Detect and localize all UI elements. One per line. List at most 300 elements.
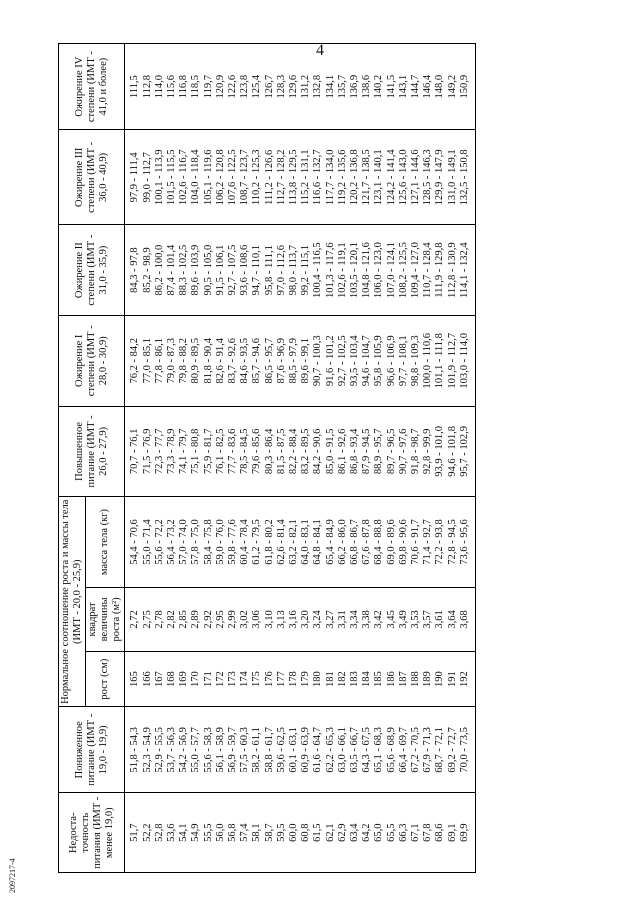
table-cell: 59,6 - 62,5 <box>276 707 288 793</box>
table-cell: 100,4 - 116,5 <box>312 225 324 316</box>
table-cell: 54,4 - 70,6 <box>125 497 142 588</box>
table-cell: 79,8 - 88,2 <box>178 315 190 406</box>
table-cell: 148,0 <box>434 44 446 130</box>
table-cell: 92,7 - 102,5 <box>337 315 349 406</box>
table-cell: 2,89 <box>190 587 202 651</box>
table-row <box>398 44 410 873</box>
table-cell: 74,1 - 79,7 <box>178 406 190 497</box>
table-cell: 98,0 - 113,7 <box>288 225 300 316</box>
table-cell: 112,8 <box>142 44 154 130</box>
table-cell: 85,2 - 98,9 <box>142 225 154 316</box>
table-cell: 167 <box>154 651 166 706</box>
table-cell: 52,9 - 55,5 <box>154 707 166 793</box>
table-cell: 60,8 <box>300 793 312 873</box>
table-body <box>125 44 476 873</box>
table-cell: 65,5 <box>386 793 398 873</box>
header-obesity-1: Ожирение I степени (ИМТ - 28,0 - 30,9) <box>59 315 125 406</box>
table-cell: 143,1 <box>398 44 410 130</box>
table-cell: 57,5 - 60,3 <box>239 707 251 793</box>
table-cell: 58,1 <box>251 793 263 873</box>
table-cell: 106,2 - 120,8 <box>215 130 227 225</box>
table-cell: 103,0 - 114,0 <box>459 315 476 406</box>
table-cell: 52,2 <box>142 793 154 873</box>
table-cell: 136,9 <box>349 44 361 130</box>
table-cell: 70,0 - 73,5 <box>459 707 476 793</box>
table-row <box>166 44 178 873</box>
table-cell: 125,4 <box>251 44 263 130</box>
table-cell: 170 <box>190 651 202 706</box>
table-row <box>434 44 446 873</box>
table-cell: 59,5 <box>276 793 288 873</box>
bmi-table <box>58 43 476 873</box>
table-cell: 3,02 <box>239 587 251 651</box>
table-cell: 102,6 - 119,1 <box>337 225 349 316</box>
table-cell: 172 <box>215 651 227 706</box>
table-cell: 185 <box>373 651 385 706</box>
table-cell: 68,7 - 72,1 <box>434 707 446 793</box>
table-cell: 3,38 <box>361 587 373 651</box>
table-cell: 178 <box>288 651 300 706</box>
header-height: рост (см) <box>86 651 125 706</box>
table-cell: 92,8 - 99,9 <box>422 406 434 497</box>
table-cell: 63,5 - 66,7 <box>349 707 361 793</box>
table-cell: 79,0 - 87,3 <box>166 315 178 406</box>
table-cell: 129,9 - 147,9 <box>434 130 446 225</box>
table-cell: 2,72 <box>125 587 142 651</box>
table-cell: 3,53 <box>410 587 422 651</box>
table-cell: 95,8 - 105,9 <box>373 315 385 406</box>
table-cell: 2,92 <box>203 587 215 651</box>
table-cell: 75,9 - 81,7 <box>203 406 215 497</box>
table-cell: 58,8 - 61,7 <box>264 707 276 793</box>
table-cell: 124,2 - 141,4 <box>386 130 398 225</box>
table-cell: 121,7 - 138,5 <box>361 130 373 225</box>
table-cell: 3,16 <box>288 587 300 651</box>
table-cell: 72,2 - 93,8 <box>434 497 446 588</box>
table-row <box>239 44 251 873</box>
table-cell: 2,82 <box>166 587 178 651</box>
table-cell: 108,7 - 123,7 <box>239 130 251 225</box>
table-cell: 97,9 - 111,4 <box>125 130 142 225</box>
header-underweight: Недоста-точность питания (ИМТ - менее 19,0) <box>59 793 125 873</box>
table-cell: 150,9 <box>459 44 476 130</box>
table-cell: 77,0 - 85,1 <box>142 315 154 406</box>
table-cell: 98,8 - 109,3 <box>410 315 422 406</box>
table-cell: 132,5 - 150,8 <box>459 130 476 225</box>
table-cell: 119,7 <box>203 44 215 130</box>
table-cell: 86,1 - 92,6 <box>337 406 349 497</box>
table-cell: 55,6 - 58,3 <box>203 707 215 793</box>
table-cell: 3,68 <box>459 587 476 651</box>
table-cell: 64,2 <box>361 793 373 873</box>
table-cell: 3,06 <box>251 587 263 651</box>
table-cell: 96,6 - 106,9 <box>386 315 398 406</box>
table-cell: 79,6 - 85,6 <box>251 406 263 497</box>
table-cell: 173 <box>227 651 239 706</box>
table-cell: 83,2 - 89,5 <box>300 406 312 497</box>
table-cell: 135,7 <box>337 44 349 130</box>
table-row <box>410 44 422 873</box>
table-cell: 128,3 <box>276 44 288 130</box>
table-cell: 87,4 - 101,4 <box>166 225 178 316</box>
table-cell: 89,7 - 96,5 <box>386 406 398 497</box>
table-cell: 93,6 - 108,6 <box>239 225 251 316</box>
table-cell: 80,9 - 89,5 <box>190 315 202 406</box>
table-cell: 3,57 <box>422 587 434 651</box>
table-cell: 3,42 <box>373 587 385 651</box>
table-cell: 138,6 <box>361 44 373 130</box>
table-cell: 66,4 - 69,7 <box>398 707 410 793</box>
table-cell: 2,99 <box>227 587 239 651</box>
table-cell: 72,3 - 77,7 <box>154 406 166 497</box>
table-cell: 61,8 - 80,2 <box>264 497 276 588</box>
table-row <box>154 44 166 873</box>
table-cell: 176 <box>264 651 276 706</box>
table-row <box>361 44 373 873</box>
table-cell: 101,5 - 115,5 <box>166 130 178 225</box>
table-cell: 2,75 <box>142 587 154 651</box>
table-cell: 53,6 <box>166 793 178 873</box>
table-cell: 56,9 - 59,7 <box>227 707 239 793</box>
table-cell: 189 <box>422 651 434 706</box>
table-cell: 52,8 <box>154 793 166 873</box>
table-cell: 102,6 - 116,7 <box>178 130 190 225</box>
table-cell: 109,4 - 127,0 <box>410 225 422 316</box>
table-cell: 114,1 - 132,4 <box>459 225 476 316</box>
table-cell: 2,78 <box>154 587 166 651</box>
table-cell: 100,1 - 113,9 <box>154 130 166 225</box>
table-cell: 2,85 <box>178 587 190 651</box>
table-cell: 71,4 - 92,7 <box>422 497 434 588</box>
table-cell: 110,2 - 125,3 <box>251 130 263 225</box>
table-cell: 58,2 - 61,1 <box>251 707 263 793</box>
table-cell: 76,2 - 84,2 <box>125 315 142 406</box>
table-cell: 99,2 - 115,1 <box>300 225 312 316</box>
table-cell: 86,8 - 93,4 <box>349 406 361 497</box>
table-cell: 2,95 <box>215 587 227 651</box>
table-cell: 120,2 - 136,8 <box>349 130 361 225</box>
table-cell: 56,1 - 58,9 <box>215 707 227 793</box>
table-cell: 186 <box>386 651 398 706</box>
table-cell: 86,2 - 100,0 <box>154 225 166 316</box>
table-header <box>59 44 125 873</box>
table-cell: 110,7 - 128,4 <box>422 225 434 316</box>
table-cell: 80,3 - 86,4 <box>264 406 276 497</box>
table-cell: 54,1 <box>178 793 190 873</box>
table-cell: 63,2 - 82,1 <box>288 497 300 588</box>
table-cell: 89,6 - 99,1 <box>300 315 312 406</box>
table-cell: 177 <box>276 651 288 706</box>
table-cell: 116,8 <box>178 44 190 130</box>
table-cell: 77,7 - 83,6 <box>227 406 239 497</box>
table-cell: 112,7 - 128,2 <box>276 130 288 225</box>
table-cell: 85,0 - 91,5 <box>325 406 337 497</box>
table-cell: 86,5 - 95,7 <box>264 315 276 406</box>
table-cell: 99,0 - 112,7 <box>142 130 154 225</box>
table-cell: 55,6 - 72,2 <box>154 497 166 588</box>
table-cell: 65,4 - 84,9 <box>325 497 337 588</box>
table-cell: 61,6 - 64,7 <box>312 707 324 793</box>
table-cell: 192 <box>459 651 476 706</box>
table-row <box>288 44 300 873</box>
table-cell: 101,9 - 112,7 <box>447 315 459 406</box>
table-cell: 90,5 - 105,0 <box>203 225 215 316</box>
table-cell: 84,2 - 90,6 <box>312 406 324 497</box>
table-cell: 51,7 <box>125 793 142 873</box>
table-cell: 87,6 - 96,9 <box>276 315 288 406</box>
table-cell: 62,2 - 65,3 <box>325 707 337 793</box>
table-row <box>203 44 215 873</box>
table-cell: 116,6 - 132,7 <box>312 130 324 225</box>
table-row <box>264 44 276 873</box>
table-cell: 62,9 <box>337 793 349 873</box>
table-cell: 169 <box>178 651 190 706</box>
table-cell: 94,7 - 110,1 <box>251 225 263 316</box>
table-cell: 93,5 - 103,4 <box>349 315 361 406</box>
header-increased-nutrition: Повышенное питание (ИМТ - 26,0 - 27,9) <box>59 406 125 497</box>
table-cell: 85,7 - 94,6 <box>251 315 263 406</box>
table-cell: 56,0 <box>215 793 227 873</box>
table-cell: 120,9 <box>215 44 227 130</box>
table-cell: 65,1 - 68,3 <box>373 707 385 793</box>
table-cell: 91,8 - 98,7 <box>410 406 422 497</box>
table-cell: 60,1 - 63,1 <box>288 707 300 793</box>
table-cell: 3,49 <box>398 587 410 651</box>
table-cell: 101,1 - 111,8 <box>434 315 446 406</box>
table-cell: 90,7 - 97,6 <box>398 406 410 497</box>
table-cell: 63,0 - 66,1 <box>337 707 349 793</box>
bmi-table-container <box>58 43 640 873</box>
table-cell: 65,0 <box>373 793 385 873</box>
table-cell: 123,1 - 140,1 <box>373 130 385 225</box>
table-row <box>190 44 202 873</box>
table-cell: 91,6 - 101,2 <box>325 315 337 406</box>
table-cell: 188 <box>410 651 422 706</box>
table-cell: 3,45 <box>386 587 398 651</box>
table-cell: 92,7 - 107,5 <box>227 225 239 316</box>
table-cell: 67,6 - 87,8 <box>361 497 373 588</box>
table-cell: 100,0 - 110,6 <box>422 315 434 406</box>
table-cell: 55,0 - 57,7 <box>190 707 202 793</box>
table-cell: 125,6 - 143,0 <box>398 130 410 225</box>
table-cell: 126,7 <box>264 44 276 130</box>
table-cell: 81,8 - 90,4 <box>203 315 215 406</box>
table-cell: 3,64 <box>447 587 459 651</box>
page-number: 4 <box>316 42 324 59</box>
table-cell: 129,6 <box>288 44 300 130</box>
table-cell: 113,8 - 129,5 <box>288 130 300 225</box>
table-cell: 105,1 - 119,6 <box>203 130 215 225</box>
table-cell: 59,0 - 76,0 <box>215 497 227 588</box>
table-cell: 69,2 - 72,7 <box>447 707 459 793</box>
table-cell: 123,8 <box>239 44 251 130</box>
table-cell: 184 <box>361 651 373 706</box>
table-cell: 166 <box>142 651 154 706</box>
table-cell: 60,9 - 63,9 <box>300 707 312 793</box>
table-cell: 57,0 - 74,0 <box>178 497 190 588</box>
table-cell: 187 <box>398 651 410 706</box>
table-row <box>300 44 312 873</box>
table-cell: 3,10 <box>264 587 276 651</box>
table-cell: 131,0 - 149,1 <box>447 130 459 225</box>
table-cell: 165 <box>125 651 142 706</box>
table-cell: 111,9 - 129,8 <box>434 225 446 316</box>
table-cell: 95,7 - 102,9 <box>459 406 476 497</box>
table-cell: 78,5 - 84,5 <box>239 406 251 497</box>
table-cell: 84,3 - 97,8 <box>125 225 142 316</box>
table-cell: 67,1 <box>410 793 422 873</box>
table-cell: 52,3 - 54,9 <box>142 707 154 793</box>
table-cell: 174 <box>239 651 251 706</box>
table-row <box>251 44 263 873</box>
table-cell: 69,9 <box>459 793 476 873</box>
table-cell: 76,1 - 82,5 <box>215 406 227 497</box>
table-cell: 101,3 - 117,6 <box>325 225 337 316</box>
table-cell: 51,8 - 54,3 <box>125 707 142 793</box>
table-cell: 132,8 <box>312 44 324 130</box>
table-row <box>178 44 190 873</box>
table-cell: 61,2 - 79,5 <box>251 497 263 588</box>
header-mass: масса тела (кг) <box>86 497 125 588</box>
table-cell: 56,4 - 73,2 <box>166 497 178 588</box>
table-cell: 57,8 - 75,0 <box>190 497 202 588</box>
table-cell: 3,34 <box>349 587 361 651</box>
table-row <box>373 44 385 873</box>
table-cell: 54,2 - 56,9 <box>178 707 190 793</box>
table-cell: 65,6 - 68,9 <box>386 707 398 793</box>
table-cell: 182 <box>337 651 349 706</box>
table-cell: 97,7 - 108,1 <box>398 315 410 406</box>
document-code: 2097217-4 <box>8 858 17 893</box>
table-cell: 117,7 - 134,0 <box>325 130 337 225</box>
table-cell: 73,6 - 95,6 <box>459 497 476 588</box>
table-cell: 82,6 - 91,4 <box>215 315 227 406</box>
table-cell: 104,0 - 118,4 <box>190 130 202 225</box>
table-row <box>227 44 239 873</box>
table-cell: 66,3 <box>398 793 410 873</box>
table-cell: 181 <box>325 651 337 706</box>
table-cell: 75,1 - 80,8 <box>190 406 202 497</box>
table-cell: 108,2 - 125,5 <box>398 225 410 316</box>
table-cell: 55,0 - 71,4 <box>142 497 154 588</box>
table-cell: 112,8 - 130,9 <box>447 225 459 316</box>
table-cell: 140,2 <box>373 44 385 130</box>
table-cell: 63,4 <box>349 793 361 873</box>
table-cell: 107,6 - 122,5 <box>227 130 239 225</box>
table-cell: 55,5 <box>203 793 215 873</box>
table-cell: 3,13 <box>276 587 288 651</box>
table-cell: 57,4 <box>239 793 251 873</box>
table-cell: 104,8 - 121,6 <box>361 225 373 316</box>
table-cell: 77,8 - 86,1 <box>154 315 166 406</box>
table-cell: 168 <box>166 651 178 706</box>
table-cell: 103,5 - 120,1 <box>349 225 361 316</box>
table-cell: 3,20 <box>300 587 312 651</box>
table-cell: 67,9 - 71,3 <box>422 707 434 793</box>
table-cell: 68,6 <box>434 793 446 873</box>
header-obesity-4: Ожирение IV степени (ИМТ - 41,0 и более) <box>59 44 125 130</box>
table-cell: 91,5 - 106,1 <box>215 225 227 316</box>
table-cell: 64,0 - 83,1 <box>300 497 312 588</box>
table-cell: 62,6 - 81,4 <box>276 497 288 588</box>
table-row <box>312 44 324 873</box>
header-height-squared: квадрат величины роста (м²) <box>86 587 125 651</box>
table-cell: 3,24 <box>312 587 324 651</box>
table-cell: 141,5 <box>386 44 398 130</box>
table-cell: 3,27 <box>325 587 337 651</box>
table-cell: 70,6 - 91,7 <box>410 497 422 588</box>
table-cell: 58,7 <box>264 793 276 873</box>
table-cell: 3,61 <box>434 587 446 651</box>
table-cell: 66,2 - 86,0 <box>337 497 349 588</box>
table-cell: 56,8 <box>227 793 239 873</box>
table-cell: 128,5 - 146,3 <box>422 130 434 225</box>
table-cell: 81,5 - 87,5 <box>276 406 288 497</box>
table-row <box>215 44 227 873</box>
table-cell: 127,1 - 144,6 <box>410 130 422 225</box>
table-cell: 190 <box>434 651 446 706</box>
table-cell: 107,0 - 124,1 <box>386 225 398 316</box>
table-cell: 70,7 - 76,1 <box>125 406 142 497</box>
header-reduced-nutrition: Пониженное питание (ИМТ - 19,0 - 19,9) <box>59 707 125 793</box>
table-cell: 149,2 <box>447 44 459 130</box>
table-cell: 180 <box>312 651 324 706</box>
table-cell: 82,2 - 88,4 <box>288 406 300 497</box>
table-cell: 115,6 <box>166 44 178 130</box>
table-cell: 66,8 - 86,7 <box>349 497 361 588</box>
table-cell: 131,2 <box>300 44 312 130</box>
table-cell: 69,0 - 89,6 <box>386 497 398 588</box>
table-cell: 171 <box>203 651 215 706</box>
table-cell: 3,31 <box>337 587 349 651</box>
table-row <box>337 44 349 873</box>
table-cell: 69,8 - 90,6 <box>398 497 410 588</box>
table-cell: 111,5 <box>125 44 142 130</box>
table-cell: 59,8 - 77,6 <box>227 497 239 588</box>
table-cell: 73,3 - 78,9 <box>166 406 178 497</box>
table-cell: 146,4 <box>422 44 434 130</box>
table-cell: 93,9 - 101,0 <box>434 406 446 497</box>
header-normal-group: Нормальное соотношение роста и массы тела (ИМТ - 20,0 - 25,9) <box>59 497 86 707</box>
table-cell: 183 <box>349 651 361 706</box>
table-row <box>447 44 459 873</box>
table-cell: 88,3 - 102,5 <box>178 225 190 316</box>
table-cell: 72,8 - 94,5 <box>447 497 459 588</box>
table-cell: 94,6 - 104,7 <box>361 315 373 406</box>
header-obesity-2: Ожирение II степени (ИМТ - 31,0 - 35,9) <box>59 225 125 316</box>
table-cell: 87,9 - 94,5 <box>361 406 373 497</box>
table-cell: 67,8 <box>422 793 434 873</box>
table-row <box>142 44 154 873</box>
table-cell: 68,4 - 88,8 <box>373 497 385 588</box>
table-row <box>422 44 434 873</box>
table-cell: 119,2 - 135,6 <box>337 130 349 225</box>
table-cell: 84,6 - 93,5 <box>239 315 251 406</box>
table-cell: 115,2 - 131,1 <box>300 130 312 225</box>
table-row <box>276 44 288 873</box>
table-cell: 61,5 <box>312 793 324 873</box>
table-cell: 144,7 <box>410 44 422 130</box>
table-cell: 67,2 - 70,5 <box>410 707 422 793</box>
table-cell: 114,0 <box>154 44 166 130</box>
table-cell: 71,5 - 76,9 <box>142 406 154 497</box>
table-cell: 58,4 - 75,8 <box>203 497 215 588</box>
table-cell: 191 <box>447 651 459 706</box>
table-cell: 60,0 <box>288 793 300 873</box>
table-cell: 62,1 <box>325 793 337 873</box>
table-cell: 89,6 - 103,9 <box>190 225 202 316</box>
table-cell: 69,1 <box>447 793 459 873</box>
